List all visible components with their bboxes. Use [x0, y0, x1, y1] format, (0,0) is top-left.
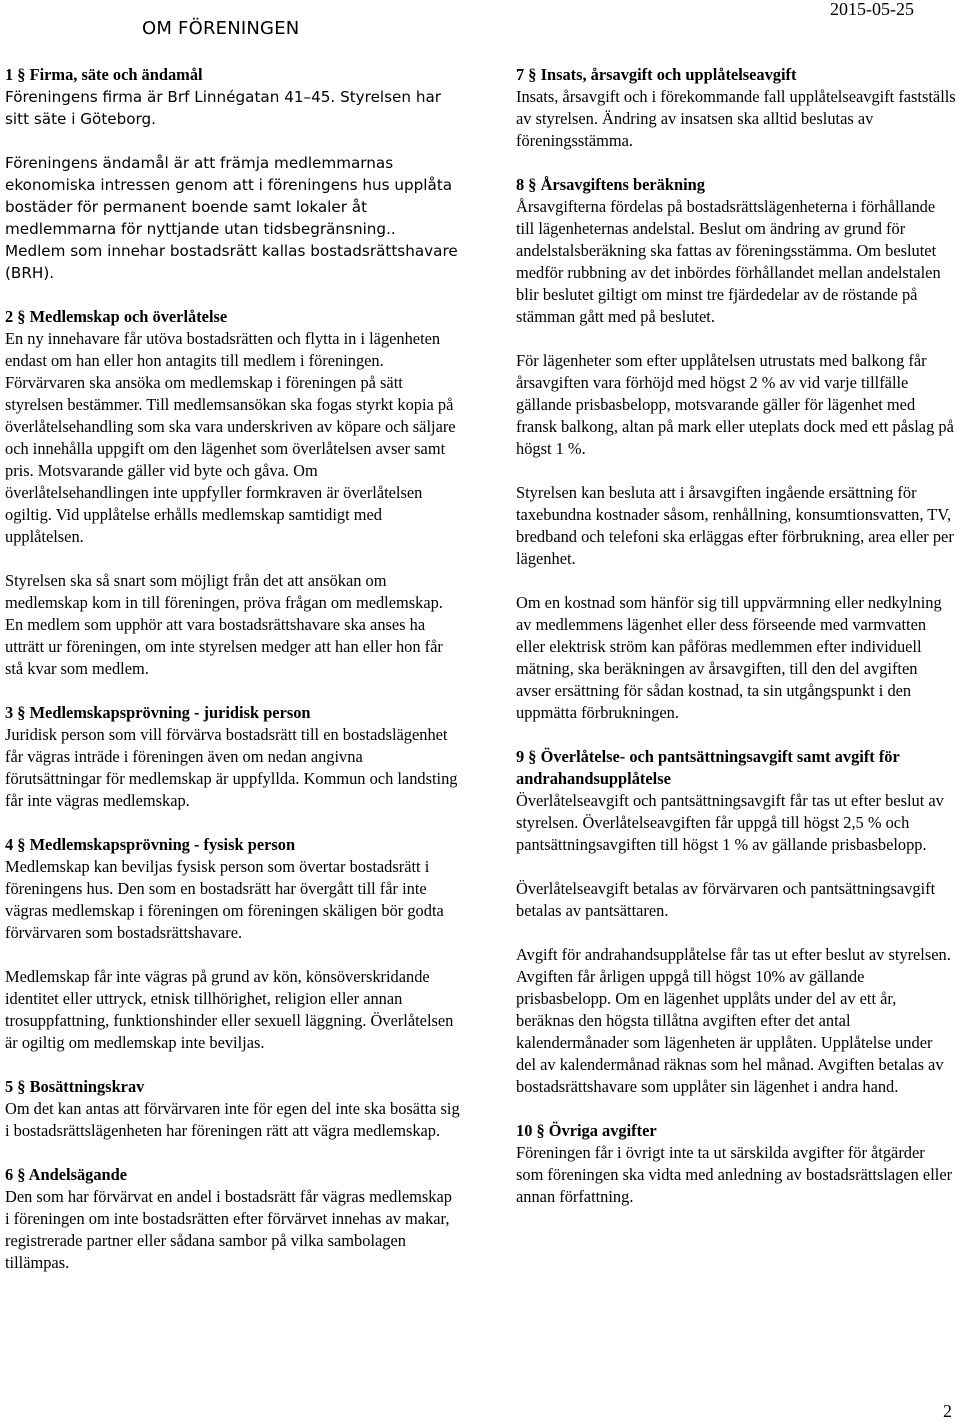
section-paragraph: Föreningens ändamål är att främja medlemmarnas ekonomiska intressen genom att i föreningens hus upplåta bostäder för permanent boende samt lokaler åt medlemmarna för nyttjande utan tidsbegränsning.. Medlem som innehar bostadsrätt kallas bostadsrättshavare (BRH). — [5, 154, 458, 282]
section-paragraph: Årsavgifterna fördelas på bostadsrättslägenheterna i förhållande till lägenheternas andelstal. Beslut om ändring av grund för andelstalsberäkning ska fattas av föreningsstämma. Om beslutet medför rubbning av det inbördes förhållandet mellan andelstalen blir beslutet giltigt om minst tre fjärdedelar av de röstande på stämman gått med på beslutet. — [516, 197, 941, 326]
section-5 — [5, 1076, 460, 1142]
section-paragraph: Insats, årsavgift och i förekommande fall upplåtelseavgift fastställs av styrelsen. Ändring av insatsen ska alltid beslutas av föreningsstämma. — [516, 87, 956, 150]
section-heading: 8 § Årsavgiftens beräkning — [516, 175, 705, 194]
section-paragraph: Juridisk person som vill förvärva bostadsrätt till en bostadslägenhet får vägras inträde i föreningen även om nedan angivna förutsättningar för medlemskap är uppfyllda. Kommun och landsting får inte vägras medlemskap. — [5, 725, 458, 810]
section-paragraph: Föreningens firma är Brf Linnégatan 41–45. Styrelsen har sitt säte i Göteborg. — [5, 88, 442, 128]
section-paragraph: Styrelsen ska så snart som möjligt från det att ansökan om medlemskap kom in till föreningen, pröva frågan om medlemskap. En medlem som upphör att vara bostadsrättshavare ska anses ha utträtt ur föreningen, om inte styrelsen medger att han eller hon får stå kvar som medlem. — [5, 571, 443, 678]
section-paragraph: Överlåtelseavgift och pantsättningsavgift får tas ut efter beslut av styrelsen. Överlåtelseavgiften får uppgå till högst 2,5 % och pantsättningsavgiften till högst 1 % av gällande prisbasbelopp. — [516, 791, 944, 854]
right-column — [516, 64, 956, 1230]
section-heading: 3 § Medlemskapsprövning - juridisk person — [5, 703, 311, 722]
section-heading: 2 § Medlemskap och överlåtelse — [5, 307, 228, 326]
section-heading: 9 § Överlåtelse- och pantsättningsavgift samt avgift för andrahandsupplåtelse — [516, 747, 900, 788]
section-9 — [516, 746, 956, 1098]
section-2 — [5, 306, 460, 680]
section-paragraph: Styrelsen kan besluta att i årsavgiften ingående ersättning för taxebundna kostnader såsom, renhållning, konsumtionsvatten, TV, bredband och telefoni ska erläggas efter förbrukning, area eller per lägenhet. — [516, 483, 954, 568]
section-10 — [516, 1120, 956, 1208]
section-heading: 4 § Medlemskapsprövning - fysisk person — [5, 835, 296, 854]
section-paragraph: En ny innehavare får utöva bostadsrätten och flytta in i lägenheten endast om han eller hon antagits till medlem i föreningen. Förvärvaren ska ansöka om medlemskap i föreningen på sätt styrelsen bestämmer. Till medlemsansökan ska fogas styrkt kopia på överlåtelsehandling som ska vara underskriven av köpare och säljare och innehålla uppgift om den lägenhet som överlåtelsen avser samt pris. Motsvarande gäller vid byte och gåva. Om överlåtelsehandlingen inte uppfyller formkraven är överlåtelsen ogiltig. Vid upplåtelse erhålls medlemskap samtidigt med upplåtelsen. — [5, 329, 456, 546]
document-date: 2015-05-25 — [830, 0, 914, 19]
section-4 — [5, 834, 460, 1054]
section-heading: 1 § Firma, säte och ändamål — [5, 65, 203, 84]
section-paragraph: Medlemskap får inte vägras på grund av kön, könsöverskridande identitet eller uttryck, etnisk tillhörighet, religion eller annan trosuppfattning, funktionshinder eller sexuell läggning. Överlåtelsen är ogiltig om medlemskap inte beviljas. — [5, 967, 454, 1052]
section-8 — [516, 174, 956, 724]
section-3 — [5, 702, 460, 812]
section-paragraph: Överlåtelseavgift betalas av förvärvaren och pantsättningsavgift betalas av pantsättaren. — [516, 879, 936, 920]
section-heading: 10 § Övriga avgifter — [516, 1121, 657, 1140]
document-header-title: OM FÖRENINGEN — [142, 18, 300, 39]
section-paragraph: Om det kan antas att förvärvaren inte för egen del inte ska bosätta sig i bostadsrättslägenheten har föreningen rätt att vägra medlemskap. — [5, 1099, 460, 1140]
section-paragraph: Medlemskap kan beviljas fysisk person som övertar bostadsrätt i föreningens hus. Den som en bostadsrätt har övergått till får inte vägras medlemskap i föreningen om föreningen skäligen bör godta förvärvaren som bostadsrättshavare. — [5, 857, 444, 942]
section-heading: 6 § Andelsägande — [5, 1165, 128, 1184]
section-7 — [516, 64, 956, 152]
left-column — [5, 64, 460, 1296]
section-6 — [5, 1164, 460, 1274]
page-number: 2 — [943, 1401, 952, 1421]
section-paragraph: Om en kostnad som hänför sig till uppvärmning eller nedkylning av medlemmens lägenhet eller dess förseende med varmvatten eller elektrisk ström kan påföras medlemmen efter individuell mätning, ska beräkningen av årsavgiften, till den del avgiften avser ersättning för sådan kostnad, ta sin utgångspunkt i den uppmätta förbrukningen. — [516, 593, 942, 722]
section-heading: 7 § Insats, årsavgift och upplåtelseavgift — [516, 65, 797, 84]
section-1 — [5, 64, 460, 284]
section-paragraph: För lägenheter som efter upplåtelsen utrustats med balkong får årsavgiften vara förhöjd med högst 2 % av vid varje tillfälle gällande prisbasbelopp, motsvarande gäller för lägenhet med fransk balkong, altan på mark eller uteplats dock med ett påslag på högst 1 %. — [516, 351, 954, 458]
section-heading: 5 § Bosättningskrav — [5, 1077, 145, 1096]
section-paragraph: Föreningen får i övrigt inte ta ut särskilda avgifter för åtgärder som föreningen ska vidta med anledning av bostadsrättslagen eller annan författning. — [516, 1143, 953, 1206]
section-paragraph: Den som har förvärvat en andel i bostadsrätt får vägras medlemskap i föreningen om inte bostadsrätten efter förvärvet innehas av makar, registrerade partner eller sådana sambor på vilka sambolagen tillämpas. — [5, 1187, 452, 1272]
section-paragraph: Avgift för andrahandsupplåtelse får tas ut efter beslut av styrelsen. Avgiften får årligen uppgå till högst 10% av gällande prisbasbelopp. Om en lägenhet upplåts under del av ett år, beräknas den högsta tillåtna avgiften efter det antal kalendermånader som lägenheten är upplåten. Upplåtelse under del av kalendermånad räknas som hel månad. Avgiften betalas av bostadsrättshavare som upplåter sin lägenhet i andra hand. — [516, 945, 951, 1096]
